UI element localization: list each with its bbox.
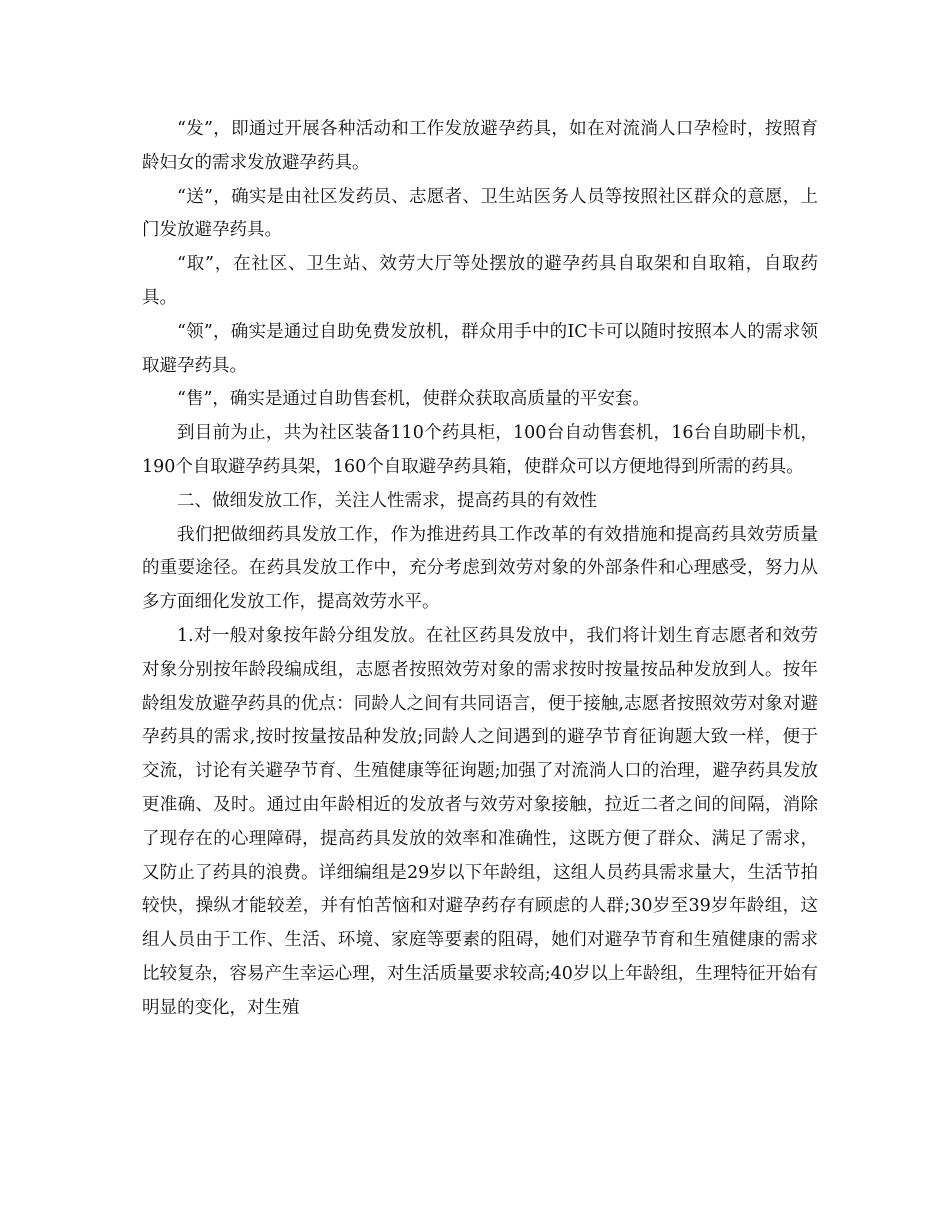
paragraph-intro: 我们把做细药具发放工作，作为推进药具工作改革的有效措施和提高药具效劳质量的重要途径。在药具发放工作中，充分考虑到效劳对象的外部条件和心理感受，努力从多方面细化发放工作，提高效劳水平。 [142,524,818,613]
paragraph-fa: “发”，即通过开展各种活动和工作发放避孕药具，如在对流淌人口孕检时，按照育龄妇女的需求发放避孕药具。 [142,119,818,173]
paragraph-shou: “售”，确实是通过自助售套机，使群众获取高质量的平安套。 [177,389,650,410]
paragraph-equipment-summary: 到目前为止，共为社区装备110个药具柜，100台自动售套机，16台自助刷卡机，190个自取避孕药具架，160个自取避孕药具箱，使群众可以方便地得到所需的药具。 [142,423,818,477]
paragraph-qu: “取”，在社区、卫生站、效劳大厅等处摆放的避孕药具自取架和自取箱，自取药具。 [142,254,818,308]
section-heading: 二、做细发放工作，关注人性需求，提高药具的有效性 [177,490,597,511]
paragraph-song: “送”，确实是由社区发药员、志愿者、卫生站医务人员等按照社区群众的意愿，上门发放避孕药具。 [142,186,818,241]
paragraph-age-groups: 1.对一般对象按年龄分组发放。在社区药具发放中，我们将计划生育志愿者和效劳对象分别按年龄段编成组，志愿者按照效劳对象的需求按时按量按品种发放到人。按年龄组发放避孕药具的优点：同龄人之间有共同语言，便于接触,志愿者按照效劳对象对避孕药具的需求,按时按量按品种发放;同龄人之间遇到的避孕节育征询题大致一样，便于交流，讨论有关避孕节育、生殖健康等征询题;加强了对流淌人口的治理，避孕药具发放更准确、及时。通过由年龄相近的发放者与效劳对象接触，拉近二者之间的间隔，消除了现存在的心理障碍，提高药具发放的效率和准确性，这既方便了群众、满足了需求，又防止了药具的浪费。详细编组是29岁以下年龄组，这组人员药具需求量大，生活节拍较快，操纵才能较差，并有怕苦恼和对避孕药存有顾虑的人群;30岁至39岁年龄组，这组人员由于工作、生活、环境、家庭等要素的阻碍，她们对避孕节育和生殖健康的需求比较复杂，容易产生幸运心理，对生活质量要求较高;40岁以上年龄组，生理特征开始有明显的变化，对生殖 [142,625,818,1018]
paragraph-ling: “领”，确实是通过自助免费发放机，群众用手中的IC卡可以随时按照本人的需求领取避孕药具。 [142,321,818,376]
document-body [142,113,818,1026]
